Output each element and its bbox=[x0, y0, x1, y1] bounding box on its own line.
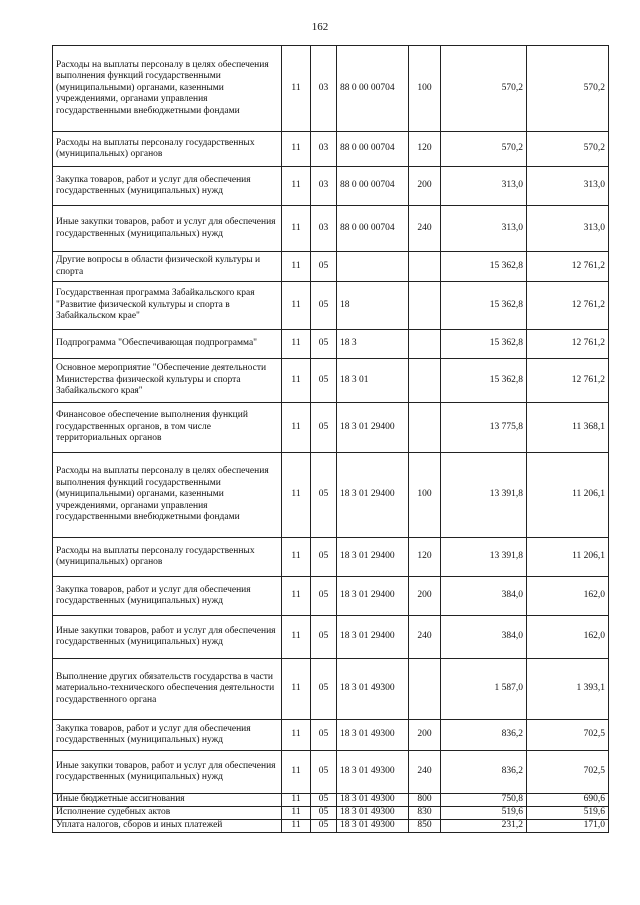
row-amount-1: 231,2 bbox=[441, 820, 527, 833]
row-name: Расходы на выплаты персоналу в целях обеспечения выполнения функций государственными (муниципальными) органами, казенными учреждениями, органами управления государственными внебюджетными фондами bbox=[53, 453, 282, 538]
row-name: Выполнение других обязательств государства в части материально-технического обеспечения деятельности государственного органа bbox=[53, 659, 282, 720]
row-target-item: 18 3 01 49300 bbox=[337, 807, 409, 820]
row-section: 11 bbox=[282, 820, 311, 833]
row-amount-1: 750,8 bbox=[441, 794, 527, 807]
row-section: 11 bbox=[282, 720, 311, 751]
table-row bbox=[53, 538, 609, 577]
row-amount-2: 570,2 bbox=[527, 46, 609, 132]
row-amount-1: 313,0 bbox=[441, 167, 527, 206]
row-subsection: 05 bbox=[311, 282, 337, 330]
row-target-item: 18 3 01 29400 bbox=[337, 538, 409, 577]
row-section: 11 bbox=[282, 282, 311, 330]
row-amount-1: 13 391,8 bbox=[441, 538, 527, 577]
row-name: Закупка товаров, работ и услуг для обеспечения государственных (муниципальных) нужд bbox=[53, 167, 282, 206]
row-target-item: 18 bbox=[337, 282, 409, 330]
row-subsection: 05 bbox=[311, 403, 337, 453]
table-row bbox=[53, 577, 609, 616]
row-amount-1: 13 391,8 bbox=[441, 453, 527, 538]
row-name: Расходы на выплаты персоналу в целях обеспечения выполнения функций государственными (муниципальными) органами, казенными учреждениями, органами управления государственными внебюджетными фондами bbox=[53, 46, 282, 132]
row-subsection: 03 bbox=[311, 46, 337, 132]
row-amount-1: 836,2 bbox=[441, 720, 527, 751]
row-expense-type bbox=[409, 282, 441, 330]
row-subsection: 05 bbox=[311, 453, 337, 538]
row-name: Расходы на выплаты персоналу государственных (муниципальных) органов bbox=[53, 132, 282, 167]
row-expense-type: 240 bbox=[409, 206, 441, 252]
row-section: 11 bbox=[282, 538, 311, 577]
row-amount-1: 384,0 bbox=[441, 577, 527, 616]
row-expense-type: 100 bbox=[409, 453, 441, 538]
table-row bbox=[53, 720, 609, 751]
row-target-item bbox=[337, 252, 409, 282]
row-target-item: 88 0 00 00704 bbox=[337, 206, 409, 252]
row-subsection: 05 bbox=[311, 330, 337, 359]
table-row bbox=[53, 46, 609, 132]
row-target-item: 18 3 01 29400 bbox=[337, 577, 409, 616]
row-amount-2: 11 206,1 bbox=[527, 453, 609, 538]
row-subsection: 05 bbox=[311, 794, 337, 807]
row-name: Подпрограмма "Обеспечивающая подпрограмма" bbox=[53, 330, 282, 359]
row-target-item: 18 3 01 49300 bbox=[337, 820, 409, 833]
row-target-item: 88 0 00 00704 bbox=[337, 46, 409, 132]
row-expense-type: 850 bbox=[409, 820, 441, 833]
table-row bbox=[53, 167, 609, 206]
row-target-item: 18 3 bbox=[337, 330, 409, 359]
row-subsection: 03 bbox=[311, 132, 337, 167]
row-target-item: 88 0 00 00704 bbox=[337, 167, 409, 206]
row-amount-2: 171,0 bbox=[527, 820, 609, 833]
table-row bbox=[53, 252, 609, 282]
row-amount-2: 12 761,2 bbox=[527, 359, 609, 403]
row-amount-2: 690,6 bbox=[527, 794, 609, 807]
row-expense-type: 240 bbox=[409, 616, 441, 659]
row-section: 11 bbox=[282, 132, 311, 167]
row-section: 11 bbox=[282, 206, 311, 252]
row-amount-1: 1 587,0 bbox=[441, 659, 527, 720]
row-name: Уплата налогов, сборов и иных платежей bbox=[53, 820, 282, 833]
row-expense-type: 200 bbox=[409, 720, 441, 751]
row-subsection: 05 bbox=[311, 577, 337, 616]
row-subsection: 05 bbox=[311, 751, 337, 794]
row-amount-2: 12 761,2 bbox=[527, 252, 609, 282]
row-amount-1: 519,6 bbox=[441, 807, 527, 820]
row-amount-2: 570,2 bbox=[527, 132, 609, 167]
table-row bbox=[53, 453, 609, 538]
row-name: Иные закупки товаров, работ и услуг для обеспечения государственных (муниципальных) нужд bbox=[53, 616, 282, 659]
row-section: 11 bbox=[282, 616, 311, 659]
page-number: 162 bbox=[311, 21, 329, 33]
row-name: Исполнение судебных актов bbox=[53, 807, 282, 820]
row-expense-type bbox=[409, 330, 441, 359]
row-amount-2: 162,0 bbox=[527, 577, 609, 616]
row-expense-type: 200 bbox=[409, 577, 441, 616]
row-name: Государственная программа Забайкальского края "Развитие физической культуры и спорта в Забайкальском крае" bbox=[53, 282, 282, 330]
row-expense-type: 830 bbox=[409, 807, 441, 820]
row-subsection: 05 bbox=[311, 538, 337, 577]
row-subsection: 05 bbox=[311, 807, 337, 820]
table-row bbox=[53, 403, 609, 453]
row-target-item: 88 0 00 00704 bbox=[337, 132, 409, 167]
row-target-item: 18 3 01 29400 bbox=[337, 403, 409, 453]
row-amount-1: 15 362,8 bbox=[441, 330, 527, 359]
row-section: 11 bbox=[282, 359, 311, 403]
row-amount-1: 13 775,8 bbox=[441, 403, 527, 453]
row-subsection: 05 bbox=[311, 252, 337, 282]
row-amount-1: 15 362,8 bbox=[441, 359, 527, 403]
row-amount-2: 519,6 bbox=[527, 807, 609, 820]
row-subsection: 03 bbox=[311, 167, 337, 206]
row-amount-2: 313,0 bbox=[527, 206, 609, 252]
row-amount-2: 12 761,2 bbox=[527, 330, 609, 359]
row-name: Иные закупки товаров, работ и услуг для обеспечения государственных (муниципальных) нужд bbox=[53, 751, 282, 794]
row-expense-type bbox=[409, 403, 441, 453]
table-row bbox=[53, 282, 609, 330]
row-amount-2: 702,5 bbox=[527, 751, 609, 794]
row-subsection: 05 bbox=[311, 616, 337, 659]
row-name: Финансовое обеспечение выполнения функций государственных органов, в том числе территориальных органов bbox=[53, 403, 282, 453]
row-section: 11 bbox=[282, 807, 311, 820]
row-expense-type: 800 bbox=[409, 794, 441, 807]
row-amount-1: 570,2 bbox=[441, 132, 527, 167]
row-amount-1: 836,2 bbox=[441, 751, 527, 794]
row-expense-type: 120 bbox=[409, 538, 441, 577]
budget-table bbox=[52, 45, 609, 833]
row-section: 11 bbox=[282, 453, 311, 538]
row-name: Закупка товаров, работ и услуг для обеспечения государственных (муниципальных) нужд bbox=[53, 720, 282, 751]
row-amount-2: 702,5 bbox=[527, 720, 609, 751]
row-name: Иные закупки товаров, работ и услуг для обеспечения государственных (муниципальных) нужд bbox=[53, 206, 282, 252]
row-target-item: 18 3 01 49300 bbox=[337, 794, 409, 807]
row-target-item: 18 3 01 49300 bbox=[337, 751, 409, 794]
row-amount-1: 15 362,8 bbox=[441, 282, 527, 330]
row-expense-type bbox=[409, 252, 441, 282]
row-amount-2: 11 368,1 bbox=[527, 403, 609, 453]
row-section: 11 bbox=[282, 794, 311, 807]
row-section: 11 bbox=[282, 577, 311, 616]
row-target-item: 18 3 01 29400 bbox=[337, 453, 409, 538]
row-section: 11 bbox=[282, 252, 311, 282]
table-row bbox=[53, 807, 609, 820]
row-name: Иные бюджетные ассигнования bbox=[53, 794, 282, 807]
row-name: Основное мероприятие "Обеспечение деятельности Министерства физической культуры и спорта Забайкальского края" bbox=[53, 359, 282, 403]
table-row bbox=[53, 132, 609, 167]
row-subsection: 05 bbox=[311, 820, 337, 833]
row-section: 11 bbox=[282, 330, 311, 359]
row-expense-type bbox=[409, 359, 441, 403]
table-row bbox=[53, 751, 609, 794]
row-name: Расходы на выплаты персоналу государственных (муниципальных) органов bbox=[53, 538, 282, 577]
row-expense-type: 240 bbox=[409, 751, 441, 794]
row-subsection: 03 bbox=[311, 206, 337, 252]
table-row bbox=[53, 359, 609, 403]
row-target-item: 18 3 01 49300 bbox=[337, 720, 409, 751]
row-amount-1: 384,0 bbox=[441, 616, 527, 659]
table-row bbox=[53, 794, 609, 807]
table-row bbox=[53, 330, 609, 359]
row-amount-2: 1 393,1 bbox=[527, 659, 609, 720]
row-amount-1: 570,2 bbox=[441, 46, 527, 132]
row-amount-2: 12 761,2 bbox=[527, 282, 609, 330]
table-row bbox=[53, 616, 609, 659]
row-target-item: 18 3 01 29400 bbox=[337, 616, 409, 659]
row-name: Другие вопросы в области физической культуры и спорта bbox=[53, 252, 282, 282]
row-expense-type: 120 bbox=[409, 132, 441, 167]
row-amount-2: 11 206,1 bbox=[527, 538, 609, 577]
row-section: 11 bbox=[282, 403, 311, 453]
row-target-item: 18 3 01 49300 bbox=[337, 659, 409, 720]
row-target-item: 18 3 01 bbox=[337, 359, 409, 403]
row-section: 11 bbox=[282, 659, 311, 720]
row-expense-type: 100 bbox=[409, 46, 441, 132]
table-row bbox=[53, 659, 609, 720]
row-amount-1: 15 362,8 bbox=[441, 252, 527, 282]
row-subsection: 05 bbox=[311, 659, 337, 720]
row-section: 11 bbox=[282, 46, 311, 132]
row-amount-2: 162,0 bbox=[527, 616, 609, 659]
row-section: 11 bbox=[282, 751, 311, 794]
row-expense-type: 200 bbox=[409, 167, 441, 206]
row-subsection: 05 bbox=[311, 720, 337, 751]
row-subsection: 05 bbox=[311, 359, 337, 403]
row-amount-2: 313,0 bbox=[527, 167, 609, 206]
row-amount-1: 313,0 bbox=[441, 206, 527, 252]
row-section: 11 bbox=[282, 167, 311, 206]
row-expense-type bbox=[409, 659, 441, 720]
row-name: Закупка товаров, работ и услуг для обеспечения государственных (муниципальных) нужд bbox=[53, 577, 282, 616]
table-row bbox=[53, 820, 609, 833]
table-row bbox=[53, 206, 609, 252]
